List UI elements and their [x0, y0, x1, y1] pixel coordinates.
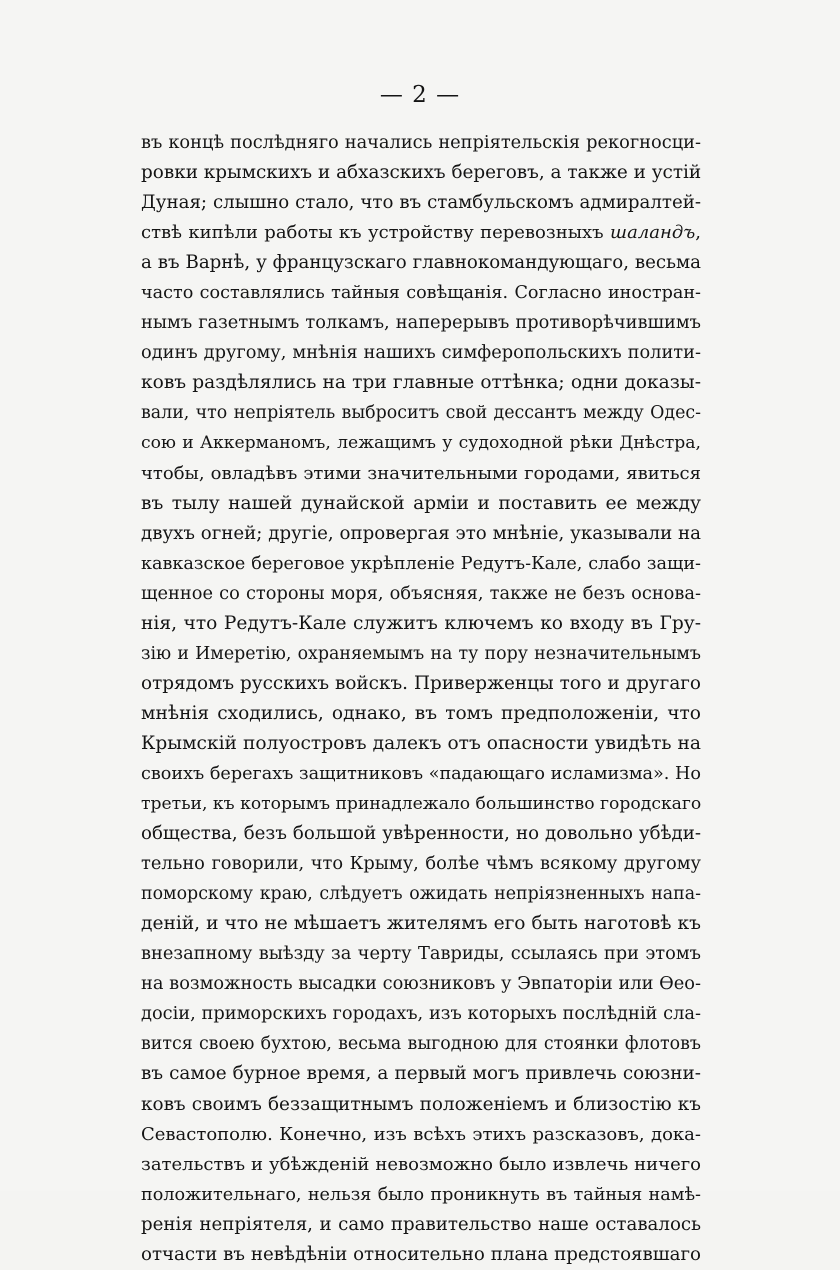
text-line: сою и Аккерманомъ, лежащимъ у судоходной рѣки Днѣстра, [141, 433, 701, 454]
text-line [141, 218, 701, 248]
text-segment: , [695, 222, 701, 244]
text-line: чтобы, овладѣвъ этими значительными городами, явиться [141, 462, 701, 484]
text-line: часто составлялись тайныя совѣщанія. Согласно иностран- [141, 283, 701, 304]
text-line: на возможность высадки союзниковъ у Эвпаторіи или Ѳео- [141, 973, 701, 995]
text-line: своихъ берегахъ защитниковъ «падающаго исламизма». Но [141, 763, 701, 784]
text-line: нымъ газетнымъ толкамъ, наперерывъ противорѣчившимъ [141, 312, 701, 334]
text-line: третьи, къ которымъ принадлежало большинство городскаго [141, 794, 701, 815]
italic-word: шаландъ [610, 222, 696, 244]
text-line: Крымскій полуостровъ далекъ отъ опасности увидѣть на [141, 732, 701, 754]
text-line: отрядомъ русскихъ войскъ. Приверженцы того и другаго [141, 672, 701, 694]
text-line: Севастополю. Конечно, изъ всѣхъ этихъ разсказовъ, дока- [141, 1123, 701, 1145]
text-line: а въ Варнѣ, у французскаго главнокомандующаго, весьма [141, 252, 701, 274]
text-line: Дуная; слышно стало, что въ стамбульскомъ адмиралтей- [141, 192, 701, 214]
text-line: вится своею бухтою, весьма выгодною для стоянки флотовъ [141, 1034, 701, 1055]
text-line: одинъ другому, мнѣнія нашихъ симферопольскихъ полити- [141, 342, 701, 364]
text-line: въ тылу нашей дунайской арміи и поставить ее между [141, 492, 701, 514]
body-text [141, 128, 701, 1270]
text-line: двухъ огней; другіе, опровергая это мнѣніе, указывали на [141, 522, 701, 544]
text-line: ровки крымскихъ и абхазскихъ береговъ, а также и устій [141, 162, 701, 184]
text-line: зію и Имеретію, охраняемымъ на ту пору незначительнымъ [141, 643, 701, 664]
text-line: нія, что Редутъ-Кале служитъ ключемъ ко входу въ Гру- [141, 612, 701, 634]
text-line: тельно говорили, что Крыму, болѣе чѣмъ всякому другому [141, 853, 701, 875]
text-line: ковъ раздѣлялись на три главные оттѣнка; одни доказы- [141, 372, 701, 394]
text-line: въ концѣ послѣдняго начались непріятельскія рекогносци- [141, 132, 701, 153]
text-line: общества, безъ большой увѣренности, но довольно убѣди- [141, 823, 701, 845]
text-line: кавказское береговое укрѣпленіе Редутъ-Кале, слабо защи- [141, 553, 701, 574]
text-line: внезапному выѣзду за черту Тавриды, ссылаясь при этомъ [141, 943, 701, 965]
text-line: зательствъ и убѣжденій невозможно было извлечь ничего [141, 1153, 701, 1175]
text-segment: ствѣ кипѣли работы къ устройству перевозныхъ [141, 222, 611, 244]
text-line: положительнаго, нельзя было проникнуть въ тайныя намѣ- [141, 1184, 701, 1205]
text-line: досіи, приморскихъ городахъ, изъ которыхъ послѣдній сла- [141, 1003, 701, 1025]
text-line: ренія непріятеля, и само правительство наше оставалось [141, 1213, 701, 1235]
text-line: въ самое бурное время, а первый могъ привлечь союзни- [141, 1063, 701, 1085]
text-line: отчасти въ невѣдѣніи относительно плана предстоявшаго [141, 1243, 701, 1265]
text-line: ковъ своимъ беззащитнымъ положеніемъ и близостію къ [141, 1093, 701, 1115]
text-line: мнѣнія сходились, однако, въ томъ предположеніи, что [141, 702, 701, 724]
text-line: деній, и что не мѣшаетъ жителямъ его быть наготовѣ къ [141, 913, 701, 935]
page-number: — 2 — [379, 82, 461, 108]
text-line: поморскому краю, слѣдуетъ ожидать непріязненныхъ напа- [141, 884, 701, 905]
text-line: вали, что непріятель выброситъ свой дессантъ между Одес- [141, 403, 701, 424]
text-line: щенное со стороны моря, объясняя, также не безъ основа- [141, 582, 701, 604]
